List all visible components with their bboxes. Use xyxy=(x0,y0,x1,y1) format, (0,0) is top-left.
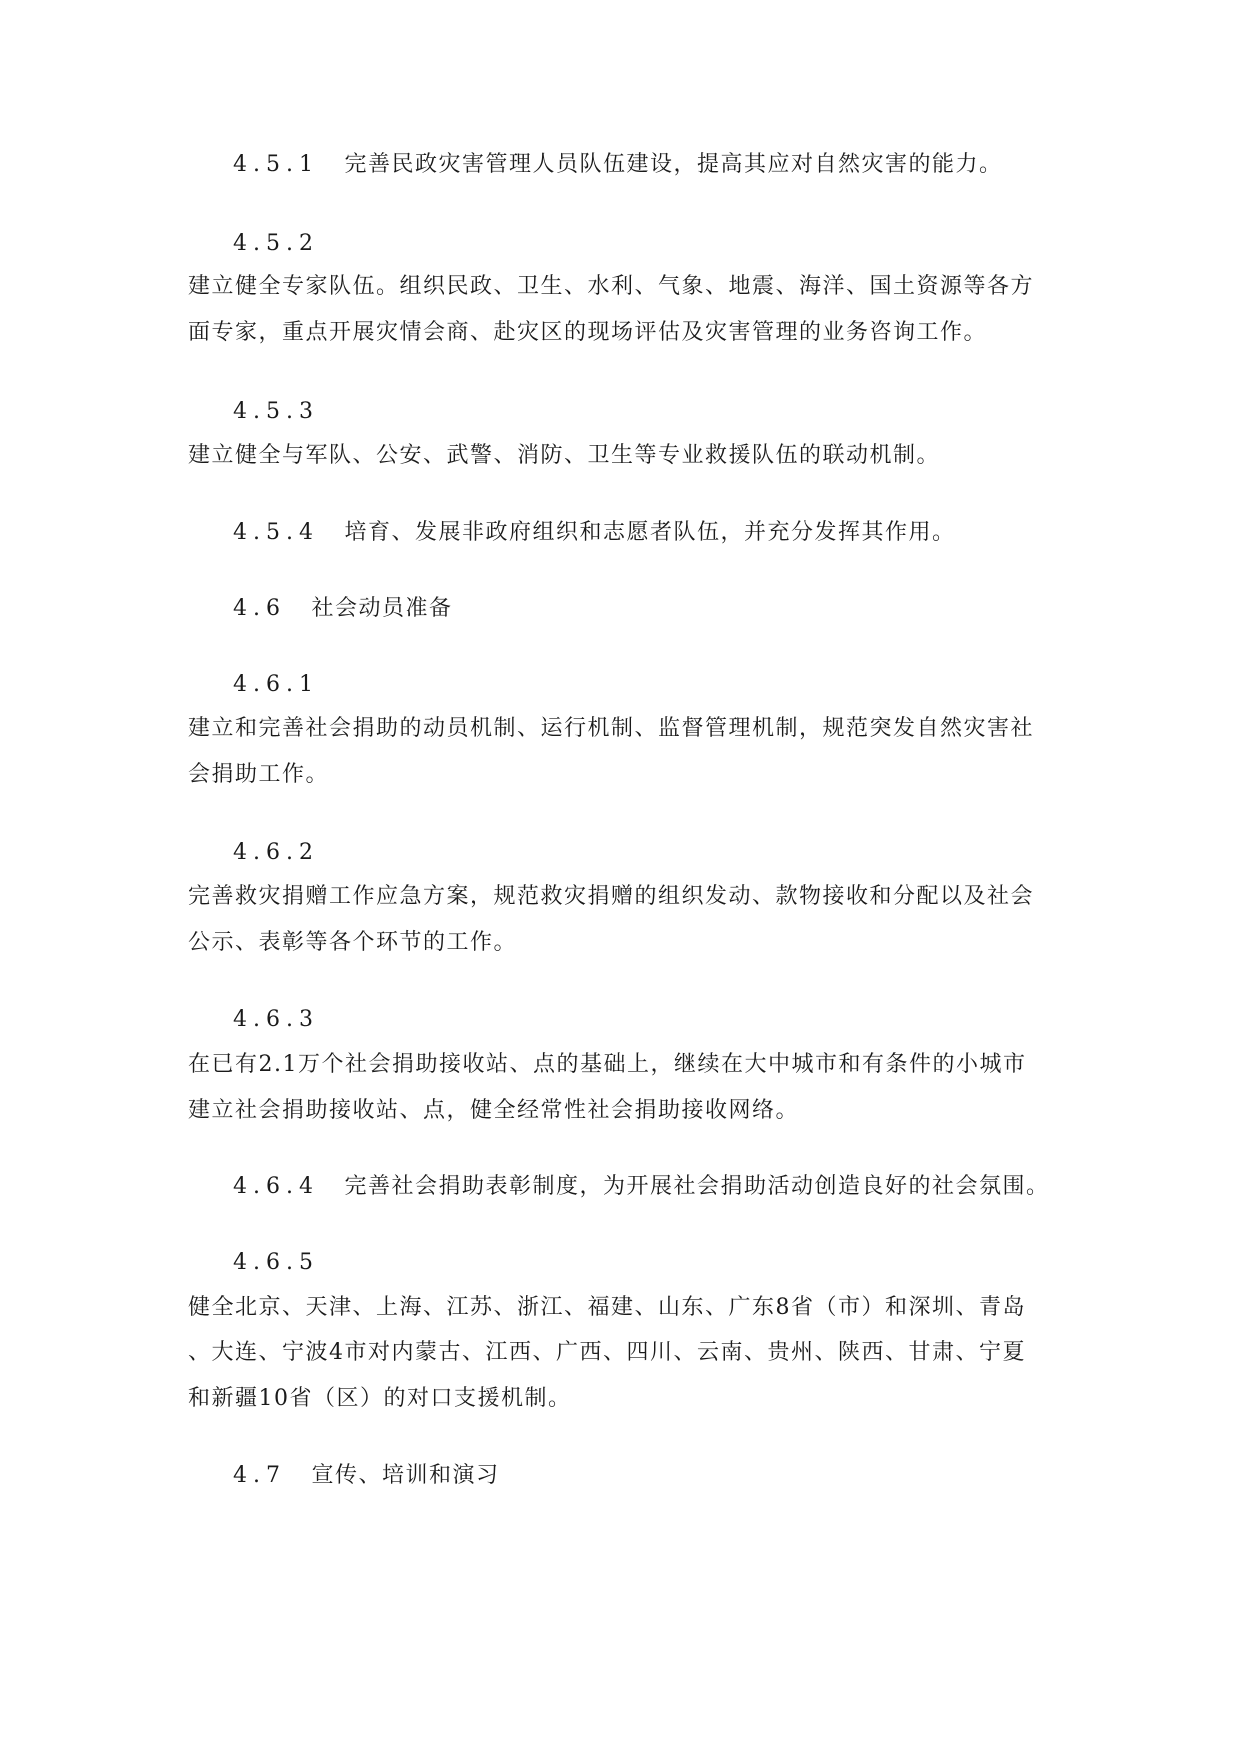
section-4-6-2-number xyxy=(233,838,319,868)
paragraph-line: 公示、表彰等各个环节的工作。 xyxy=(188,930,518,955)
section-heading: 完善社会捐助表彰制度，为开展社会捐助活动创造良好的社会氛围。 xyxy=(344,1174,1050,1199)
section-number: 4.6.1 xyxy=(233,672,319,697)
section-4-5-4 xyxy=(233,518,955,548)
paragraph-line: 建立和完善社会捐助的动员机制、运行机制、监督管理机制，规范突发自然灾害社 xyxy=(188,716,1035,741)
paragraph-line: 建立健全与军队、公安、武警、消防、卫生等专业救援队伍的联动机制。 xyxy=(188,443,941,468)
paragraph-line: 完善救灾捐赠工作应急方案，规范救灾捐赠的组织发动、款物接收和分配以及社会 xyxy=(188,884,1035,909)
section-4-5-2-number xyxy=(233,229,319,259)
section-number: 4.7 xyxy=(233,1463,286,1488)
section-4-7 xyxy=(233,1461,500,1491)
section-4-6-5-number xyxy=(233,1248,319,1278)
section-4-5-1 xyxy=(233,150,1002,180)
section-number: 4.5.4 xyxy=(233,520,319,545)
paragraph-line: 在已有2.1万个社会捐助接收站、点的基础上，继续在大中城市和有条件的小城市 xyxy=(188,1052,1027,1077)
section-number: 4.6.3 xyxy=(233,1007,319,1032)
paragraph-line: 、大连、宁波4市对内蒙古、江西、广西、四川、云南、贵州、陕西、甘肃、宁夏 xyxy=(188,1340,1026,1365)
paragraph-line: 会捐助工作。 xyxy=(188,762,330,787)
paragraph-line: 和新疆10省（区）的对口支援机制。 xyxy=(188,1386,572,1411)
section-4-6-1-number xyxy=(233,670,319,700)
section-number: 4.6.2 xyxy=(233,840,319,865)
paragraph-line: 建立健全专家队伍。组织民政、卫生、水利、气象、地震、海洋、国土资源等各方 xyxy=(188,274,1035,299)
section-4-6-4 xyxy=(233,1172,1049,1202)
section-heading: 培育、发展非政府组织和志愿者队伍，并充分发挥其作用。 xyxy=(344,520,956,545)
section-4-5-3-number xyxy=(233,397,319,427)
paragraph-line: 面专家，重点开展灾情会商、赴灾区的现场评估及灾害管理的业务咨询工作。 xyxy=(188,320,988,345)
section-number: 4.6.4 xyxy=(233,1174,319,1199)
paragraph-line: 建立社会捐助接收站、点，健全经常性社会捐助接收网络。 xyxy=(188,1098,800,1123)
section-number: 4.5.2 xyxy=(233,231,319,256)
section-heading: 宣传、培训和演习 xyxy=(311,1463,500,1488)
section-number: 4.5.1 xyxy=(233,152,319,177)
section-number: 4.6.5 xyxy=(233,1250,319,1275)
paragraph-line: 健全北京、天津、上海、江苏、浙江、福建、山东、广东8省（市）和深圳、青岛 xyxy=(188,1295,1026,1320)
section-4-6 xyxy=(233,594,453,624)
section-number: 4.6 xyxy=(233,596,286,621)
section-heading: 完善民政灾害管理人员队伍建设，提高其应对自然灾害的能力。 xyxy=(344,152,1003,177)
section-heading: 社会动员准备 xyxy=(311,596,453,621)
section-number: 4.5.3 xyxy=(233,399,319,424)
section-4-6-3-number xyxy=(233,1005,319,1035)
